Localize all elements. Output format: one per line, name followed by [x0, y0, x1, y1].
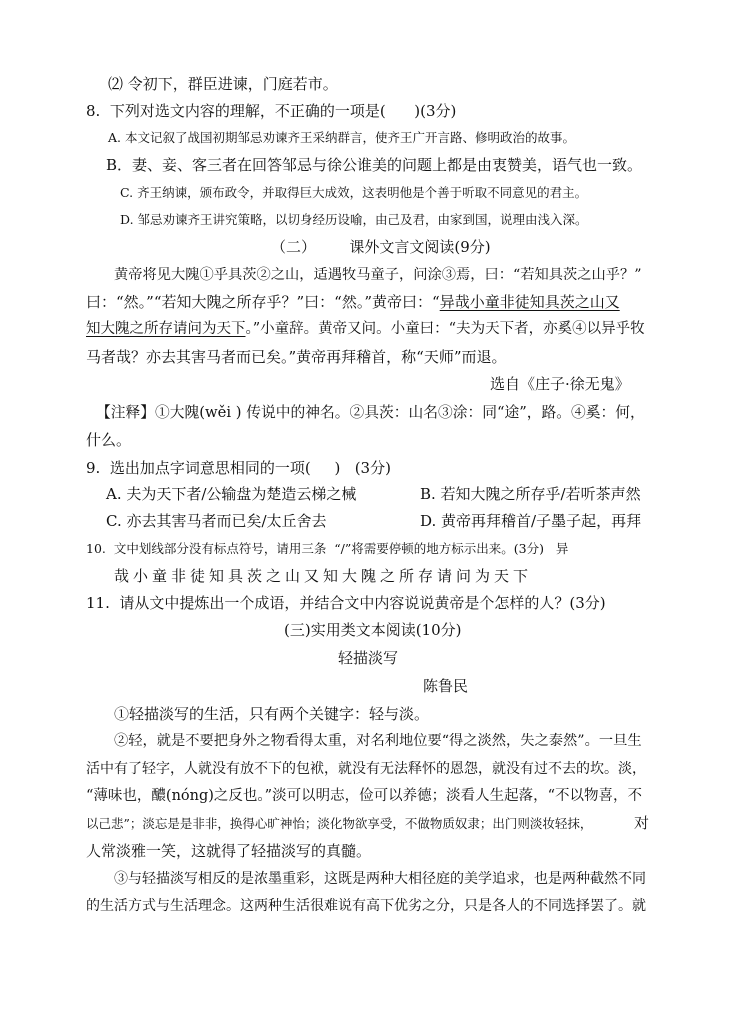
passage-text: 。”小童辞。黄帝又问。小童曰：“夫为天下者，亦奚④以异乎牧: [245, 321, 645, 337]
question-8-option-a: A. 本文记叙了战国初期邹忌劝谏齐王采纳群言，使齐王广开言路、修明政治的故事。: [108, 130, 575, 145]
passage-line: [86, 322, 645, 337]
text-line-poem-excerpt: ⑵ 令初下，群臣进谏，门庭若市。: [108, 75, 338, 93]
question-10-sentence: 哉小童非徒知具茨之山又知大隗之所存请问为天下: [114, 567, 533, 585]
question-8-option-b: B．妻、妾、客三者在回答邹忌与徐公谁美的问题上都是由衷赞美，语气也一致。: [106, 156, 643, 174]
passage-notes: 【注释】①大隗(wěi ) 传说中的神名。②具茨：山名③涂：同“途”，路。④奚：何，: [96, 404, 645, 421]
passage-notes-continued: 什么。: [86, 431, 132, 449]
article-paragraph: ①轻描淡写的生活，只有两个关键字：轻与淡。: [114, 705, 430, 723]
article-title: 轻描淡写: [338, 649, 399, 667]
question-8-option-d: D. 邹忌劝谏齐王讲究策略，以切身经历设喻，由己及君，由家到国，说理由浅入深。: [120, 212, 588, 227]
passage-line: 马者哉？亦去其害马者而已矣。”黄帝再拜稽首，称“天师”而退。: [86, 348, 507, 366]
underlined-passage-text: 知大隗之所存请问为天下: [86, 321, 246, 337]
question-9: 9. 选出加点字词意思相同的一项( ) (3分): [86, 459, 391, 477]
question-10: 10. 文中划线部分没有标点符号，请用三条 “/”将需要停顿的地方标示出来。(3分) 异: [86, 541, 569, 556]
article-paragraph: ③与轻描淡写相反的是浓墨重彩，这既是两种大相径庭的美学追求，也是两种截然不同: [114, 871, 646, 887]
article-paragraph: 活中有了轻字，人就没有放不下的包袱，就没有无法释怀的恩怨，就没有过不去的坎。淡，: [86, 761, 646, 777]
article-paragraph: 的生活方式与生活理念。这两种生活很难说有高下优劣之分，只是各人的不同选择罢了。就: [86, 898, 646, 914]
article-paragraph: “薄味也，醲(nóng)之反也。”淡可以明志，俭可以养德；淡看人生起落，“不以物喜，不: [86, 788, 642, 804]
passage-line: 黄帝将见大隗①乎具茨②之山，适遇牧马童子，问涂③焉，曰：“若知具茨之山乎？”: [114, 267, 642, 283]
passage-line: [86, 295, 620, 310]
question-9-option-b: B. 若知大隗之所存乎/若听茶声然: [420, 485, 641, 503]
underlined-passage-text: 异哉小童非徒知具茨之山又: [439, 293, 620, 311]
section-heading-practical-reading: (三)实用类文本阅读(10分): [284, 621, 462, 639]
article-paragraph: 对: [634, 814, 650, 832]
question-9-option-a: A. 夫为天下者/公输盘为楚造云梯之械: [106, 485, 357, 503]
question-9-option-d: D. 黄帝再拜稽首/子墨子起，再拜: [420, 512, 642, 530]
passage-source: 选自《庄子·徐无鬼》: [490, 375, 630, 393]
article-paragraph: 以己悲”；淡忘是是非非，换得心旷神怡；淡化物欲享受，不做物质奴隶；出门则淡妆轻抹，: [86, 816, 593, 831]
section-heading-classical-reading: （二） 课外文言文阅读(9分): [271, 238, 491, 256]
article-author: 陈鲁民: [423, 677, 469, 695]
question-11: 11. 请从文中提炼出一个成语，并结合文中内容说说黄帝是个怎样的人？(3分): [86, 594, 606, 612]
question-8: 8. 下列对选文内容的理解，不正确的一项是( )(3分): [86, 102, 457, 120]
article-paragraph: ②轻，就是不要把身外之物看得太重，对名利地位要“得之淡然，失之泰然”。一旦生: [114, 733, 642, 749]
question-9-option-c: C. 亦去其害马者而已矣/太丘舍去: [106, 512, 327, 530]
article-paragraph: 人常淡雅一笑，这就得了轻描淡写的真髓。: [86, 842, 372, 860]
passage-text: 曰：“然。”“若知大隗之所存乎？”曰：“然。”黄帝曰：“: [86, 293, 440, 311]
question-8-option-c: C. 齐王纳谏，颁布政令，并取得巨大成效，这表明他是个善于听取不同意见的君主。: [120, 185, 588, 200]
